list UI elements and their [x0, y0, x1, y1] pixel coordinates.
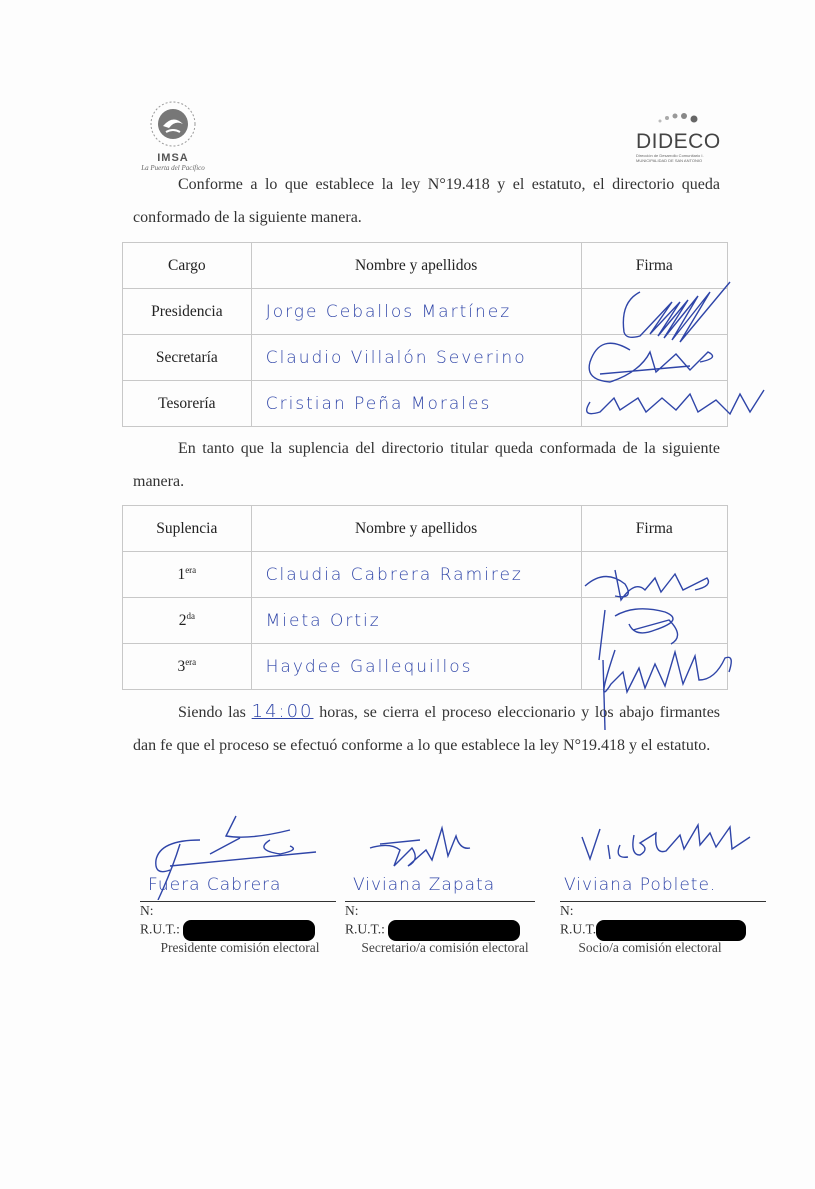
table-header-row — [123, 506, 728, 552]
ordinal-number: 2 — [178, 612, 187, 630]
header-firma: Firma — [581, 506, 727, 552]
redaction-bar — [596, 920, 746, 941]
ordinal-suffix: da — [186, 610, 195, 621]
role-label: Presidente comisión electoral — [160, 940, 320, 955]
ordinal-number: 1 — [177, 566, 186, 584]
n-label: N: — [345, 903, 359, 918]
handwritten-name: Viviana Zapata — [353, 875, 496, 895]
closing-time: 14:00 — [251, 701, 314, 722]
intro-paragraph: Conforme a lo que establece la ley N°19.418 y el estatuto, el directorio queda conformado de la siguiente manera. — [133, 176, 720, 226]
imsa-tagline: La Puerta del Pacífico — [141, 164, 205, 172]
handwritten-name: Claudia Cabrera Ramirez — [265, 564, 523, 585]
ordinal-number: 3 — [177, 658, 186, 676]
handwritten-name: Mieta Ortiz — [265, 610, 381, 631]
header-suplencia: Suplencia — [123, 506, 252, 552]
handwritten-name: Fuera Cabrera — [148, 875, 282, 895]
closing-before-time: Siendo las — [178, 704, 246, 721]
n-label: N: — [560, 903, 574, 918]
rut-label: R.U.T. — [560, 921, 597, 937]
handwritten-name: Jorge Ceballos Martínez — [265, 301, 512, 322]
committee-secretary — [345, 865, 545, 956]
cargo-cell: Secretaría — [123, 335, 252, 381]
redaction-bar — [183, 920, 315, 941]
closing-after-time: horas, se cierra el proceso eleccionario y los abajo firmantes dan fe que el proceso se efectuó conforme a lo que establece la ley N°19.418 y el estatuto. — [133, 704, 721, 754]
role-label: Socio/a comisión electoral — [578, 940, 722, 955]
header-nombre: Nombre y apellidos — [251, 506, 581, 552]
substitute-paragraph: En tanto que la suplencia del directorio titular queda conformada de la siguiente manera. — [133, 440, 720, 490]
committee-member — [560, 865, 766, 956]
ordinal-cell — [123, 552, 252, 598]
rut-label: R.U.T.: — [345, 921, 385, 937]
handwritten-name: Viviana Poblete. — [564, 875, 717, 895]
imsa-logo — [133, 100, 213, 170]
dideco-dots-icon — [636, 110, 706, 126]
dideco-name: DIDECO — [636, 130, 721, 153]
header-firma: Firma — [581, 243, 727, 289]
handwritten-name: Haydee Gallequillos — [265, 656, 473, 677]
redaction-bar — [388, 920, 520, 941]
ordinal-suffix: era — [185, 656, 197, 667]
role-label: Secretario/a comisión electoral — [361, 940, 529, 955]
cargo-cell: Tesorería — [123, 381, 252, 427]
signature-scribble — [580, 262, 800, 432]
ordinal-suffix: era — [185, 564, 197, 575]
header-cargo: Cargo — [123, 243, 252, 289]
dideco-subtitle: Dirección de Desarrollo Comunitario I. MUNICIPALIDAD DE SAN ANTONIO — [636, 153, 704, 163]
imsa-name: IMSA — [157, 152, 189, 164]
ordinal-cell — [123, 598, 252, 644]
imsa-emblem-icon — [149, 100, 197, 148]
ordinal-cell — [123, 644, 252, 690]
closing-paragraph — [133, 695, 720, 762]
header-nombre: Nombre y apellidos — [251, 243, 581, 289]
rut-label: R.U.T.: — [140, 921, 180, 937]
n-label: N: — [140, 903, 154, 918]
handwritten-name: Claudio Villalón Severino — [265, 347, 527, 368]
handwritten-name: Cristian Peña Morales — [265, 393, 492, 414]
committee-president — [140, 865, 340, 956]
dideco-logo — [636, 110, 726, 165]
cargo-cell: Presidencia — [123, 289, 252, 335]
